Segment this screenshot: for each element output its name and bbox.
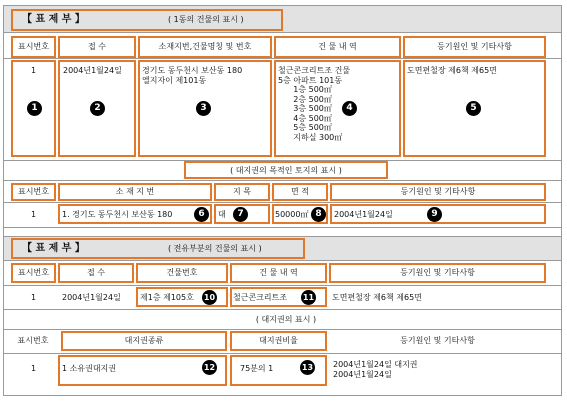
badge-8: 8	[311, 207, 326, 222]
land-row-cause: 2004년1월24일	[334, 210, 393, 219]
s2-header-building: 건 물 내 역	[259, 268, 298, 277]
badge-9: 9	[427, 207, 442, 222]
badge-1: 1	[27, 101, 42, 116]
section2-subtitle: ( 전유부분의 건물의 표시 )	[168, 244, 262, 253]
s2-row-number: 제1층 제105호	[140, 293, 194, 302]
land-header-cause: 등기원인 및 기타사항	[400, 187, 476, 196]
badge-12: 12	[202, 360, 217, 375]
land-row-area: 50000㎡	[275, 210, 309, 219]
s1-row-date: 2004년1월24일	[63, 66, 122, 75]
badge-5: 5	[466, 101, 481, 116]
rights-row-no: 1	[30, 364, 37, 373]
land-row-category: 대	[218, 210, 226, 219]
s2-header-date: 접 수	[87, 268, 105, 277]
s1-header-date: 접 수	[88, 42, 106, 51]
s1-row-no: 1	[30, 66, 37, 75]
rights-header-ratio: 대지권비율	[259, 336, 298, 345]
rights-subtitle: ( 대지권의 표시 )	[255, 315, 317, 324]
badge-4: 4	[342, 101, 357, 116]
s2-row-cause: 도면편철장 제6책 제65면	[332, 293, 422, 302]
s2-row-date: 2004년1월24일	[62, 293, 121, 302]
rights-row-type: 1 소유권대지권	[62, 364, 117, 373]
s1-row-address: 경기도 동두천시 보산동 180 엘지자이 제101동	[142, 66, 243, 85]
rights-header-cause: 등기원인 및 기타사항	[400, 336, 475, 345]
badge-10: 10	[202, 290, 217, 305]
rights-header-no: 표시번호	[17, 336, 49, 345]
s2-row-building: 철근콘크리트조	[233, 293, 288, 302]
s1-header-address: 소재지번,건물명칭 및 번호	[158, 42, 252, 51]
s1-row-cause: 도면편철장 제6책 제65면	[407, 66, 497, 75]
s2-header-number: 건물번호	[166, 268, 198, 277]
s2-header-no: 표시번호	[18, 268, 49, 277]
land-subtitle: ( 대지권의 목적인 토지의 표시 )	[230, 166, 342, 175]
land-row-no: 1	[30, 210, 37, 219]
badge-11: 11	[301, 290, 316, 305]
rights-row-cause: 2004년1월24일 대지권 2004년1월24일	[333, 360, 418, 379]
land-header-category: 지 목	[233, 187, 251, 196]
badge-6: 6	[194, 207, 209, 222]
land-header-no: 표시번호	[18, 187, 49, 196]
section2-title: 【 표 제 부 】	[22, 243, 85, 254]
land-header-address: 소 재 지 번	[115, 187, 155, 196]
section1-title: 【 표 제 부 】	[22, 14, 85, 25]
s1-header-no: 표시번호	[18, 42, 49, 51]
land-row-address: 1. 경기도 동두천시 보산동 180	[62, 210, 173, 219]
rights-row-ratio: 75분의 1	[240, 364, 274, 373]
s2-row-no: 1	[30, 293, 37, 302]
s1-header-cause: 등기원인 및 기타사항	[437, 42, 512, 51]
s2-header-cause: 등기원인 및 기타사항	[400, 268, 475, 277]
badge-13: 13	[300, 360, 315, 375]
section1-subtitle: ( 1동의 건물의 표시 )	[168, 15, 244, 24]
s1-row-building: 철근콘크리트조 건물 5층 아파트 101동 1층 500㎡ 2층 500㎡ 3층 500㎡ 4층 500㎡ 5층 500㎡ 지하실 300㎡	[278, 66, 351, 142]
rights-header-type: 대지권종류	[124, 336, 164, 345]
land-header-area: 면 적	[291, 187, 309, 196]
badge-3: 3	[196, 101, 211, 116]
s1-header-building: 건 물 내 역	[318, 42, 357, 51]
badge-2: 2	[90, 101, 105, 116]
badge-7: 7	[233, 207, 248, 222]
